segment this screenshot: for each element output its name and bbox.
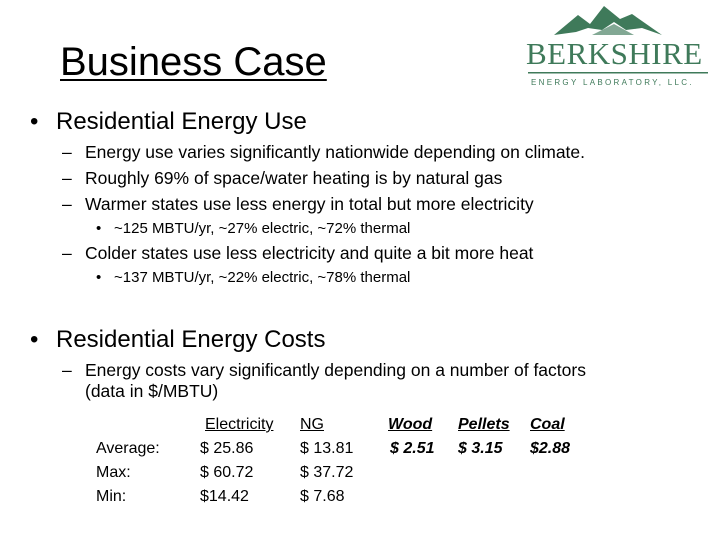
list-item-continuation: (data in $/MBTU) [85, 381, 219, 401]
section-heading-energy-costs: Residential Energy Costs [56, 326, 326, 353]
col-header-wood: Wood [388, 416, 433, 433]
list-item: Energy costs vary significantly depending on a number of factors [85, 360, 586, 380]
slide-title: Business Case [60, 40, 327, 84]
list-subitem: ~125 MBTU/yr, ~27% electric, ~72% thermal [114, 220, 411, 237]
list-item: Energy use varies significantly nationwide depending on climate. [85, 142, 586, 162]
col-header-ng: NG [300, 416, 324, 433]
bullet-dot: • [96, 220, 102, 237]
dash-bullet: – [62, 142, 72, 162]
dash-bullet: – [62, 168, 72, 188]
bullet-dot: • [30, 326, 39, 353]
table-cell: $ 25.86 [200, 440, 254, 457]
col-header-electricity: Electricity [205, 416, 274, 433]
table-cell: $ 7.68 [300, 488, 345, 505]
row-label-average: Average: [96, 440, 160, 457]
dash-bullet: – [62, 194, 72, 214]
table-cell: $ 3.15 [458, 440, 503, 457]
section-heading-energy-use: Residential Energy Use [56, 108, 307, 135]
list-item: Colder states use less electricity and quite a bit more heat [85, 243, 534, 263]
bullet-dot: • [30, 108, 39, 135]
logo-tagline: ENERGY LABORATORY, LLC. [531, 78, 694, 87]
row-label-min: Min: [96, 488, 127, 505]
bullet-dot: • [96, 269, 102, 286]
list-item: Warmer states use less energy in total but more electricity [85, 194, 534, 214]
logo-name: BERKSHIRE [526, 36, 703, 71]
col-header-pellets: Pellets [458, 416, 510, 433]
table-cell: $2.88 [530, 440, 571, 457]
table-cell: $ 60.72 [200, 464, 254, 481]
table-cell: $ 2.51 [390, 440, 435, 457]
list-subitem: ~137 MBTU/yr, ~22% electric, ~78% thermal [114, 269, 411, 286]
table-cell: $ 37.72 [300, 464, 354, 481]
list-item: Roughly 69% of space/water heating is by natural gas [85, 168, 503, 188]
table-cell: $14.42 [200, 488, 249, 505]
col-header-coal: Coal [530, 416, 565, 433]
table-cell: $ 13.81 [300, 440, 354, 457]
dash-bullet: – [62, 360, 72, 380]
dash-bullet: – [62, 243, 72, 263]
row-label-max: Max: [96, 464, 131, 481]
